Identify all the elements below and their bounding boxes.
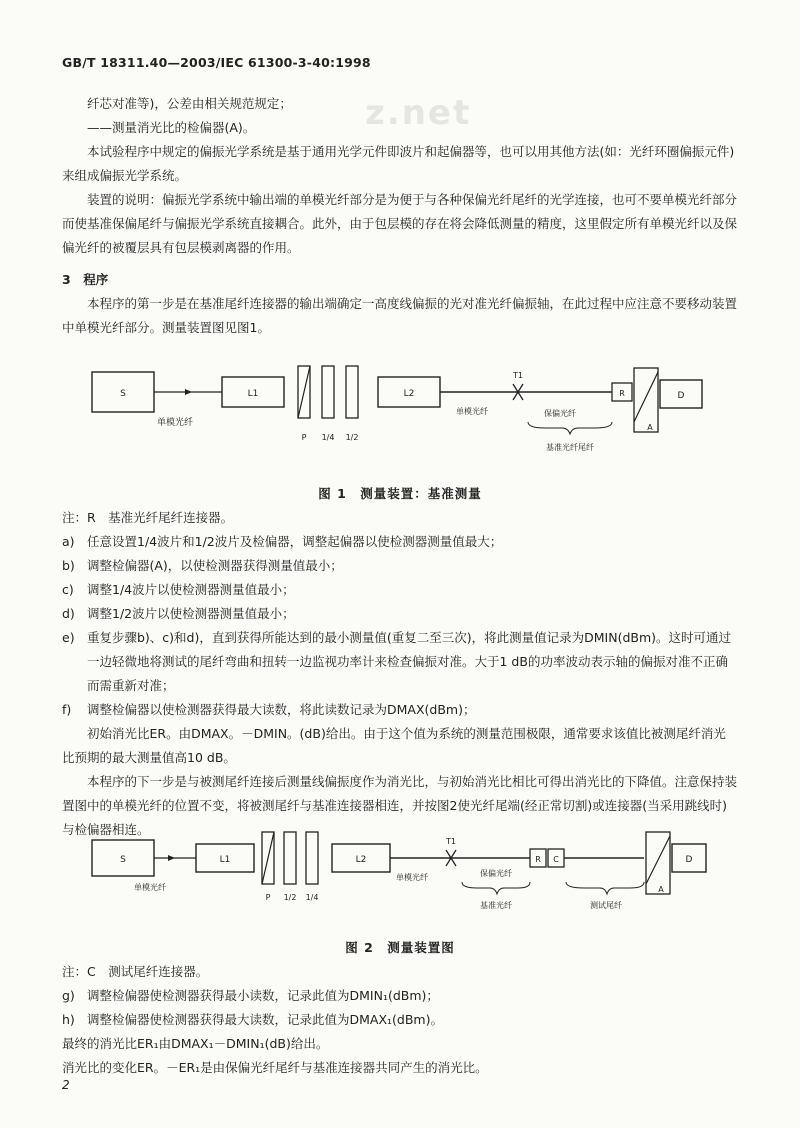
list-item — [62, 602, 738, 626]
paragraph: 本试验程序中规定的偏振光学系统是基于通用光学元件即波片和起偏器等，也可以用其他方法(如：光纤环圈偏振元件)来组成偏振光学系统。 — [62, 144, 735, 183]
half-waveplate-box — [284, 832, 296, 884]
half-waveplate-label: 1/2 — [283, 893, 297, 902]
lens-l2-label: L2 — [355, 855, 367, 865]
figure-2-diagram — [0, 828, 800, 918]
section-title: 3 程序 — [62, 272, 109, 287]
polarizer-slash — [262, 832, 274, 884]
figure-1-caption: 图 1 测量装置：基准测量 — [318, 486, 482, 501]
smf-label: 单模光纤 — [156, 418, 194, 428]
half-waveplate-box — [346, 366, 358, 418]
note: 注：R 基准光纤尾纤连接器。 — [62, 510, 234, 525]
t1-label: T1 — [513, 371, 523, 380]
step-text: 调整1/2波片以使检测器测量值最小； — [87, 606, 295, 621]
connector-c-label: C — [553, 855, 559, 864]
analyzer-label: A — [647, 423, 653, 432]
half-waveplate-label: 1/2 — [345, 433, 359, 442]
analyzer-slash — [634, 372, 658, 422]
list-item — [62, 578, 738, 602]
list-item — [62, 698, 738, 722]
list-item — [62, 1008, 738, 1032]
detector-label: D — [677, 391, 685, 401]
step-label: d) — [62, 606, 75, 621]
arrow-icon — [185, 389, 192, 395]
step-text: 调整1/4波片以使检测器测量值最小； — [87, 582, 295, 597]
source-label: S — [120, 389, 126, 399]
smf2-label: 单模光纤 — [396, 873, 428, 882]
step-text: 任意设置1/4波片和1/2波片及检偏器，调整起偏器以使检测器测量值最大； — [87, 534, 503, 549]
paragraph: 本程序的下一步是与被测尾纤连接后测量线偏振度作为消光比，与初始消光比相比可得出消光比的下降值。注意保持装置图中的单模光纤的位置不变，将被测尾纤与基准连接器相连，并按图2使光纤尾端(经正常切割)或连接器(当采用跳线时)与检偏器相连。 — [62, 774, 738, 837]
figure-1-diagram — [0, 360, 800, 460]
step-text: 调整检偏器使检测器获得最大读数，记录此值为DMAX₁(dBm)。 — [87, 1012, 443, 1027]
step-label: a) — [62, 534, 75, 549]
brace — [528, 422, 612, 434]
brace — [566, 882, 644, 894]
step-label: f) — [62, 702, 72, 717]
paragraph: 纤芯对准等)，公差由相关规范规定； — [87, 96, 292, 111]
connector-r-label: R — [619, 389, 625, 398]
step-label: c) — [62, 582, 74, 597]
brace — [462, 882, 530, 894]
procedure-block — [62, 506, 738, 842]
quarter-waveplate-box — [322, 366, 334, 418]
smf2-label: 单模光纤 — [456, 407, 488, 416]
analyzer-box — [634, 368, 658, 432]
paragraph: ——测量消光比的检偏器(A)。 — [87, 120, 256, 135]
step-text: 调整检偏器(A)，以使检测器获得测量值最小； — [87, 558, 343, 573]
list-item — [62, 530, 738, 554]
document-header: GB/T 18311.40—2003/IEC 61300-3-40:1998 — [62, 55, 371, 70]
ref-label: 基准光纤尾纤 — [546, 443, 594, 452]
paragraph: 消光比的变化ER。－ER₁是由保偏光纤尾纤与基准连接器共同产生的消光比。 — [62, 1060, 488, 1075]
polarizer-slash — [298, 366, 310, 418]
source-label: S — [120, 855, 126, 865]
lens-l1-label: L1 — [219, 855, 231, 865]
list-item — [62, 984, 738, 1008]
pmf-label: 保偏光纤 — [544, 409, 576, 418]
detector-label: D — [685, 855, 693, 865]
step-label: h) — [62, 1012, 75, 1027]
paragraph: 装置的说明：偏振光学系统中输出端的单模光纤部分是为便于与各种保偏光纤尾纤的光学连接，也可不要单模光纤部分而使基准保偏尾纤与偏振光学系统直接耦合。此外，由于包层模的存在将会降低测量的精度，这里假定所有单模光纤以及保偏光纤的被覆层具有包层模剥离器的作用。 — [62, 192, 738, 255]
pmf-label: 保偏光纤 — [480, 869, 512, 878]
lens-l2-label: L2 — [403, 389, 415, 399]
step-text: 重复步骤b)、c)和d)，直到获得所能达到的最小测量值(重复二至三次)，将此测量值记录为DMIN(dBm)。这时可通过一边轻微地将测试的尾纤弯曲和扭转一边监视功率计来检查偏振对准。大于1 dB的功率波动表示轴的偏振对准不正确而需重新对准； — [87, 630, 732, 693]
paragraph: 本程序的第一步是在基准尾纤连接器的输出端确定一高度线偏振的光对准光纤偏振轴，在此过程中应注意不要移动装置中单模光纤部分。测量装置图见图1。 — [62, 296, 738, 335]
watermark: z.net — [365, 93, 472, 133]
analyzer-slash — [646, 836, 670, 884]
quarter-waveplate-label: 1/4 — [305, 893, 319, 902]
smf-label: 单模光纤 — [134, 883, 166, 892]
quarter-waveplate-box — [306, 832, 318, 884]
quarter-waveplate-label: 1/4 — [321, 433, 335, 442]
analyzer-label: A — [658, 885, 664, 894]
test-label: 测试尾纤 — [590, 901, 622, 910]
polarizer-label: P — [265, 893, 271, 902]
list-item — [62, 554, 738, 578]
step-text: 调整检偏器使检测器获得最小读数，记录此值为DMIN₁(dBm)； — [87, 988, 439, 1003]
t1-label: T1 — [446, 837, 456, 846]
step-label: b) — [62, 558, 75, 573]
paragraph: 初始消光比ER。由DMAX。－DMIN。(dB)给出。由于这个值为系统的测量范围极限，通常要求该值比被测尾纤消光比预期的最大测量值高10 dB。 — [62, 726, 726, 765]
paragraph: 最终的消光比ER₁由DMAX₁－DMIN₁(dB)给出。 — [62, 1036, 329, 1051]
intro-block — [62, 92, 738, 340]
step-text: 调整检偏器以使检测器获得最大读数，将此读数记录为DMAX(dBm)； — [87, 702, 476, 717]
arrow-icon — [168, 855, 175, 861]
ref-label: 基准光纤 — [480, 901, 512, 910]
step-label: g) — [62, 988, 75, 1003]
polarizer-label: P — [301, 433, 307, 442]
connector-r-label: R — [535, 855, 541, 864]
lens-l1-label: L1 — [247, 389, 259, 399]
final-block — [62, 960, 738, 1080]
list-item — [62, 626, 738, 698]
page-number: 2 — [62, 1078, 70, 1092]
note: 注：C 测试尾纤连接器。 — [62, 964, 209, 979]
step-label: e) — [62, 630, 75, 645]
figure-2-caption: 图 2 测量装置图 — [345, 940, 455, 955]
